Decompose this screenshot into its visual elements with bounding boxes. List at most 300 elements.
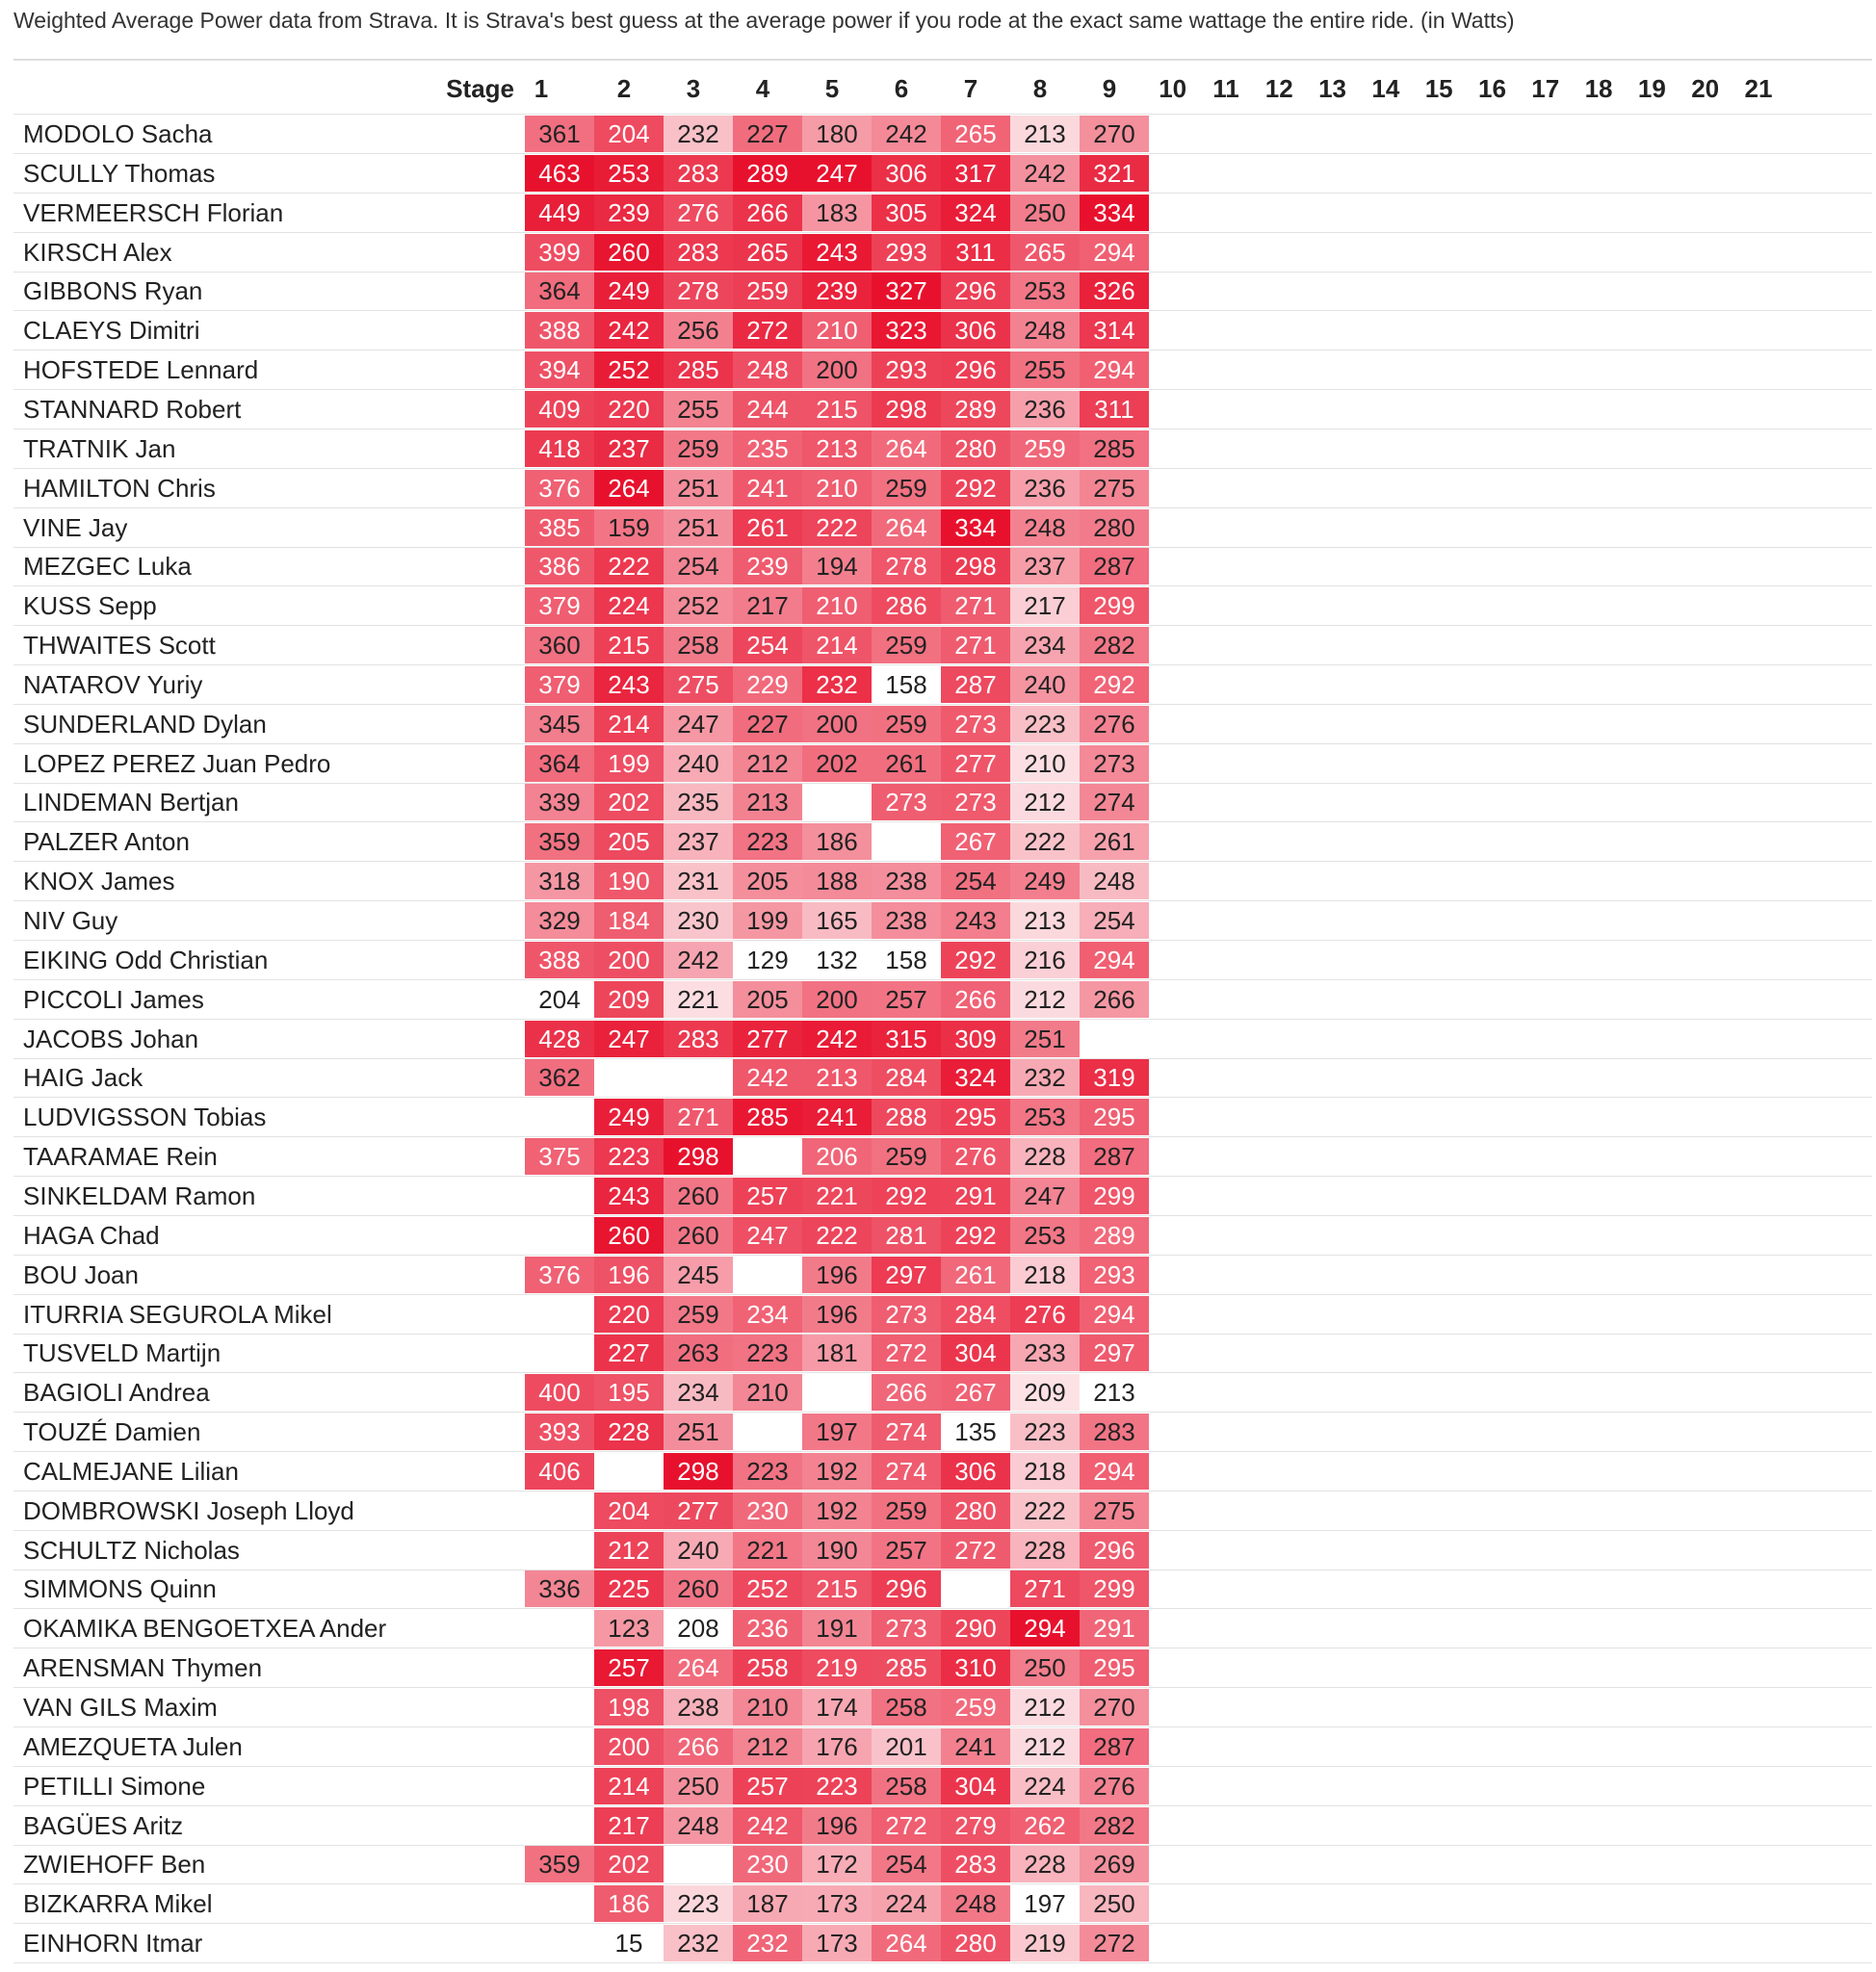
rider-name: KUSS Sepp [23,591,157,621]
rider-name: JACOBS Johan [23,1024,199,1053]
power-cell: 284 [872,1059,941,1096]
rider-name: BAGIOLI Andrea [23,1378,210,1408]
power-cell: 287 [1080,1138,1149,1175]
power-cell: 223 [802,1768,872,1804]
power-cell: 238 [872,863,941,899]
power-cell: 334 [941,509,1010,546]
power-cell: 210 [802,587,872,624]
power-cell: 253 [594,155,664,192]
row-divider [13,232,1872,233]
power-cell: 295 [1080,1649,1149,1686]
power-cell: 265 [733,234,802,271]
power-cell: 276 [1080,1768,1149,1804]
power-cell: 217 [733,587,802,624]
power-cell: 261 [1080,823,1149,860]
power-cell: 254 [664,548,733,584]
power-cell: 247 [733,1217,802,1254]
rider-name: OKAMIKA BENGOETXEA Ander [23,1614,387,1644]
power-cell: 213 [1080,1374,1149,1411]
power-cell: 266 [1080,981,1149,1018]
power-cell: 245 [664,1257,733,1293]
header-stage-10: 10 [1159,74,1187,103]
power-cell: 209 [594,981,664,1018]
power-cell: 277 [733,1021,802,1057]
power-cell: 291 [941,1178,1010,1214]
power-cell: 257 [872,981,941,1018]
rider-name: HAGA Chad [23,1220,160,1250]
power-cell: 393 [525,1414,594,1450]
power-cell: 241 [802,1099,872,1135]
power-cell: 292 [941,942,1010,978]
row-divider [13,428,1872,429]
power-cell: 297 [872,1257,941,1293]
power-cell: 265 [1010,234,1080,271]
power-cell: 214 [594,1768,664,1804]
rider-name: CALMEJANE Lilian [23,1456,239,1486]
power-cell: 210 [802,470,872,506]
power-cell: 242 [594,312,664,349]
header-stage-20: 20 [1691,74,1720,103]
header-stage-21: 21 [1744,74,1773,103]
power-cell: 223 [733,1335,802,1371]
power-cell: 323 [872,312,941,349]
row-divider [13,821,1872,822]
power-cell: 292 [941,470,1010,506]
power-cell: 258 [872,1689,941,1726]
rider-name: ARENSMAN Thymen [23,1653,263,1683]
power-cell: 261 [872,745,941,782]
power-cell: 198 [594,1689,664,1726]
power-cell: 264 [664,1649,733,1686]
power-cell: 234 [1010,627,1080,663]
power-cell: 237 [1010,548,1080,584]
power-cell: 275 [1080,1492,1149,1529]
power-cell: 241 [941,1728,1010,1765]
power-cell: 247 [802,155,872,192]
rider-name: THWAITES Scott [23,631,216,661]
power-cell: 339 [525,784,594,820]
row-divider [13,1019,1872,1020]
power-cell: 319 [1080,1059,1149,1096]
rider-name: SUNDERLAND Dylan [23,709,267,739]
power-cell: 272 [872,1807,941,1844]
power-cell: 172 [802,1846,872,1882]
power-cell: 276 [941,1138,1010,1175]
power-cell: 360 [525,627,594,663]
power-cell: 248 [664,1807,733,1844]
rider-name: SCHULTZ Nicholas [23,1535,240,1565]
row-divider [13,940,1872,941]
row-divider [13,507,1872,508]
row-divider [13,1294,1872,1295]
row-divider [13,585,1872,586]
power-cell: 238 [664,1689,733,1726]
row-divider [13,1805,1872,1806]
header-stage-14: 14 [1371,74,1400,103]
power-cell: 286 [872,587,941,624]
row-divider [13,1451,1872,1452]
power-cell: 135 [941,1414,1010,1450]
power-cell: 228 [1010,1846,1080,1882]
power-cell: 311 [941,234,1010,271]
header-divider [13,114,1872,115]
power-cell: 228 [1010,1138,1080,1175]
power-cell: 329 [525,902,594,939]
power-cell: 215 [802,391,872,428]
header-stage-3: 3 [686,74,701,103]
row-divider [13,547,1872,548]
power-cell: 266 [664,1728,733,1765]
header-stage-17: 17 [1531,74,1560,103]
power-cell: 213 [802,1059,872,1096]
power-cell: 376 [525,470,594,506]
power-cell: 281 [872,1217,941,1254]
power-cell: 257 [594,1649,664,1686]
rider-name: ZWIEHOFF Ben [23,1850,206,1880]
power-cell: 297 [1080,1335,1149,1371]
power-cell: 306 [941,1453,1010,1490]
power-cell: 280 [1080,509,1149,546]
power-cell: 219 [1010,1925,1080,1961]
power-cell: 212 [1010,1689,1080,1726]
power-cell: 254 [941,863,1010,899]
power-cell: 386 [525,548,594,584]
power-cell: 259 [872,1138,941,1175]
row-divider [13,1491,1872,1492]
header-stage-6: 6 [894,74,909,103]
power-cell: 209 [1010,1374,1080,1411]
rider-name: DOMBROWSKI Joseph Lloyd [23,1495,354,1525]
power-cell: 210 [1010,745,1080,782]
power-cell: 449 [525,195,594,231]
power-cell: 299 [1080,587,1149,624]
power-cell: 273 [872,784,941,820]
power-cell: 304 [941,1768,1010,1804]
power-cell: 220 [594,391,664,428]
row-divider [13,1726,1872,1727]
power-cell: 294 [1080,1453,1149,1490]
rider-name: VINE Jay [23,512,128,542]
power-cell: 190 [802,1532,872,1569]
power-cell: 280 [941,430,1010,467]
power-cell: 311 [1080,391,1149,428]
power-cell: 253 [1010,1217,1080,1254]
power-cell: 296 [872,1570,941,1607]
power-cell: 242 [802,1021,872,1057]
power-cell: 310 [941,1649,1010,1686]
power-cell: 158 [872,666,941,703]
power-cell: 242 [733,1807,802,1844]
power-cell: 259 [872,1492,941,1529]
power-cell: 250 [664,1768,733,1804]
power-cell: 197 [802,1414,872,1450]
power-cell: 194 [802,548,872,584]
power-cell: 235 [733,430,802,467]
power-cell: 271 [664,1099,733,1135]
power-cell: 254 [733,627,802,663]
power-cell: 289 [733,155,802,192]
row-divider [13,310,1872,311]
power-cell: 294 [1080,1296,1149,1333]
row-divider [13,389,1872,390]
power-cell: 251 [664,470,733,506]
power-cell: 200 [802,351,872,388]
power-cell: 271 [1010,1570,1080,1607]
power-cell: 234 [733,1296,802,1333]
power-cell: 225 [594,1570,664,1607]
power-cell: 228 [594,1414,664,1450]
rider-name: TAARAMAE Rein [23,1142,218,1172]
power-cell: 248 [1080,863,1149,899]
header-stage-4: 4 [755,74,770,103]
power-cell: 334 [1080,195,1149,231]
row-divider [13,1097,1872,1098]
power-cell: 223 [1010,1414,1080,1450]
power-cell: 306 [872,155,941,192]
power-cell: 196 [802,1807,872,1844]
power-cell: 298 [664,1453,733,1490]
power-cell: 364 [525,745,594,782]
power-cell: 385 [525,509,594,546]
power-cell: 15 [594,1925,664,1961]
power-cell: 214 [594,706,664,742]
power-cell: 292 [1080,666,1149,703]
power-cell: 221 [733,1532,802,1569]
power-cell: 290 [941,1610,1010,1647]
power-cell: 258 [733,1649,802,1686]
power-cell: 247 [594,1021,664,1057]
rider-name: SIMMONS Quinn [23,1574,217,1604]
power-cell: 214 [802,627,872,663]
power-cell: 317 [941,155,1010,192]
power-cell: 285 [664,351,733,388]
power-cell: 222 [594,548,664,584]
power-cell: 265 [941,116,1010,152]
power-cell: 287 [1080,548,1149,584]
power-cell: 205 [594,823,664,860]
power-cell: 202 [594,784,664,820]
rider-name: STANNARD Robert [23,394,242,424]
rider-name: BOU Joan [23,1259,139,1289]
rider-name: NIV Guy [23,906,118,935]
row-divider [13,1255,1872,1256]
power-cell: 184 [594,902,664,939]
power-cell: 233 [1010,1335,1080,1371]
row-divider [13,900,1872,901]
power-cell: 428 [525,1021,594,1057]
rider-name: PALZER Anton [23,827,190,857]
power-cell: 231 [664,863,733,899]
power-cell: 267 [941,1374,1010,1411]
power-cell: 243 [941,902,1010,939]
power-cell: 215 [594,627,664,663]
power-cell: 252 [664,587,733,624]
power-cell: 165 [802,902,872,939]
power-cell: 271 [941,587,1010,624]
header-stage-2: 2 [616,74,632,103]
power-cell: 264 [872,509,941,546]
power-cell: 222 [1010,823,1080,860]
power-cell: 278 [872,548,941,584]
power-cell: 251 [664,1414,733,1450]
power-cell: 223 [733,823,802,860]
row-divider [13,1687,1872,1688]
power-cell: 159 [594,509,664,546]
rider-name: MEZGEC Luka [23,552,192,582]
power-cell: 296 [941,351,1010,388]
power-cell: 259 [664,1296,733,1333]
power-cell: 266 [941,981,1010,1018]
power-cell: 359 [525,823,594,860]
power-cell: 276 [1080,706,1149,742]
power-cell: 260 [594,1217,664,1254]
power-cell: 183 [802,195,872,231]
power-cell: 361 [525,116,594,152]
power-cell: 210 [733,1689,802,1726]
row-divider [13,1923,1872,1924]
power-cell: 212 [594,1532,664,1569]
power-cell: 261 [733,509,802,546]
power-cell: 324 [941,195,1010,231]
power-cell: 295 [941,1099,1010,1135]
power-cell: 260 [664,1178,733,1214]
power-cell: 277 [664,1492,733,1529]
row-divider [13,625,1872,626]
power-cell: 293 [872,234,941,271]
power-cell: 205 [733,863,802,899]
power-cell: 278 [664,272,733,309]
power-cell: 260 [594,234,664,271]
power-cell: 197 [1010,1885,1080,1922]
power-cell: 196 [802,1257,872,1293]
power-cell: 216 [1010,942,1080,978]
power-cell: 280 [941,1492,1010,1529]
power-cell: 200 [594,942,664,978]
power-cell: 288 [872,1099,941,1135]
power-cell: 202 [594,1846,664,1882]
power-cell: 220 [594,1296,664,1333]
rider-name: TUSVELD Martijn [23,1338,221,1368]
power-cell: 264 [872,1925,941,1961]
power-cell: 251 [664,509,733,546]
rider-name: NATAROV Yuriy [23,669,203,699]
power-cell: 283 [664,234,733,271]
power-cell: 236 [733,1610,802,1647]
power-cell: 295 [1080,1099,1149,1135]
power-cell: 258 [872,1768,941,1804]
power-cell: 191 [802,1610,872,1647]
power-cell: 188 [802,863,872,899]
power-cell: 232 [664,1925,733,1961]
power-cell: 248 [733,351,802,388]
rider-name: BAGÜES Aritz [23,1810,184,1840]
power-cell: 276 [1010,1296,1080,1333]
power-cell: 252 [733,1570,802,1607]
power-cell: 266 [733,195,802,231]
power-cell: 314 [1080,312,1149,349]
power-cell: 222 [802,509,872,546]
power-cell: 210 [733,1374,802,1411]
power-cell: 243 [594,1178,664,1214]
row-divider [13,704,1872,705]
row-divider [13,1058,1872,1059]
power-cell: 237 [594,430,664,467]
power-cell: 248 [1010,312,1080,349]
power-cell: 213 [802,430,872,467]
rider-name: LOPEZ PEREZ Juan Pedro [23,748,331,778]
power-cell: 247 [664,706,733,742]
power-cell: 201 [872,1728,941,1765]
power-cell: 259 [1010,430,1080,467]
power-cell: 228 [1010,1532,1080,1569]
power-cell: 270 [1080,116,1149,152]
rider-name: HOFSTEDE Lennard [23,355,259,385]
rider-name: LINDEMAN Bertjan [23,788,239,817]
rider-name: VERMEERSCH Florian [23,197,284,227]
power-cell: 212 [1010,1728,1080,1765]
power-cell: 257 [733,1178,802,1214]
rider-name: KNOX James [23,867,175,896]
power-cell: 282 [1080,1807,1149,1844]
power-cell: 280 [941,1925,1010,1961]
power-cell: 208 [664,1610,733,1647]
power-cell: 218 [1010,1257,1080,1293]
power-cell: 259 [872,706,941,742]
power-cell: 274 [872,1453,941,1490]
power-cell: 186 [594,1885,664,1922]
power-cell: 241 [733,470,802,506]
power-cell: 196 [802,1296,872,1333]
power-cell: 242 [1010,155,1080,192]
power-cell: 273 [941,784,1010,820]
header-stage-15: 15 [1424,74,1453,103]
power-cell: 257 [872,1532,941,1569]
power-cell: 283 [664,1021,733,1057]
row-divider [13,1766,1872,1767]
power-cell: 292 [872,1178,941,1214]
power-cell: 379 [525,587,594,624]
rider-name: PETILLI Simone [23,1771,206,1801]
power-cell: 181 [802,1335,872,1371]
power-cell: 212 [1010,784,1080,820]
row-divider [13,743,1872,744]
rider-name: TRATNIK Jan [23,433,176,463]
power-cell: 251 [1010,1021,1080,1057]
power-cell: 234 [664,1374,733,1411]
power-cell: 324 [941,1059,1010,1096]
power-cell: 257 [733,1768,802,1804]
rider-name: KIRSCH Alex [23,237,172,267]
power-cell: 326 [1080,272,1149,309]
power-cell: 399 [525,234,594,271]
power-cell: 132 [802,942,872,978]
power-cell: 277 [941,745,1010,782]
power-cell: 406 [525,1453,594,1490]
power-cell: 195 [594,1374,664,1411]
power-cell: 279 [941,1807,1010,1844]
rider-name: SCULLY Thomas [23,158,216,188]
row-divider [13,664,1872,665]
power-cell: 409 [525,391,594,428]
power-cell: 199 [733,902,802,939]
power-cell: 287 [1080,1728,1149,1765]
rider-name: LUDVIGSSON Tobias [23,1103,267,1132]
power-cell: 299 [1080,1178,1149,1214]
power-cell: 283 [1080,1414,1149,1450]
power-cell: 296 [941,272,1010,309]
power-cell: 213 [1010,902,1080,939]
header-stage-5: 5 [824,74,840,103]
